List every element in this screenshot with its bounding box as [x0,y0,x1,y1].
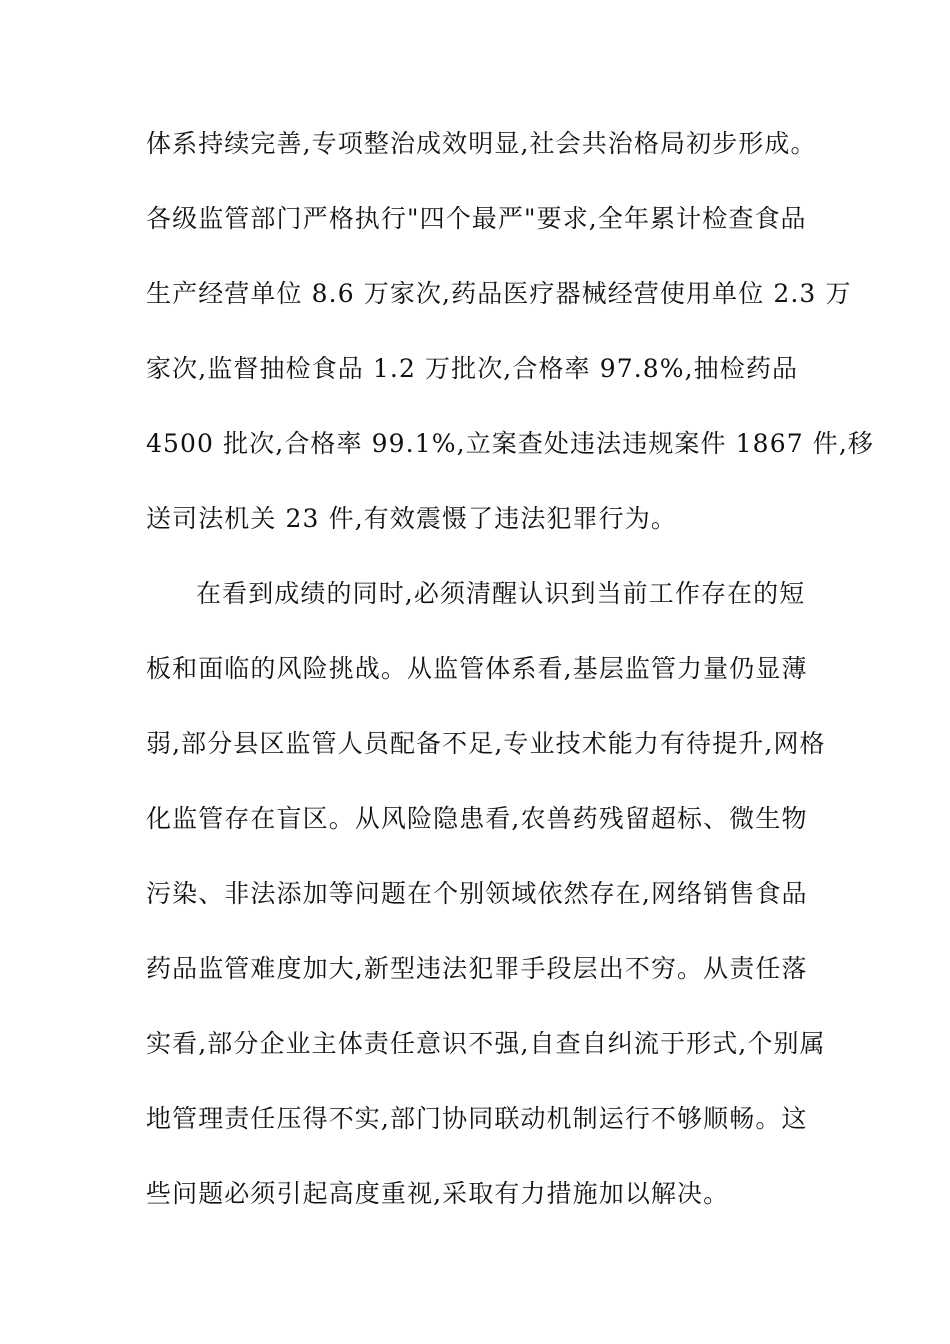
paragraph-line: 送司法机关 23 件,有效震慑了违法犯罪行为。 [146,504,677,533]
paragraph-line: 板和面临的风险挑战。从监管体系看,基层监管力量仍显薄 [146,654,808,683]
paragraph-line: 生产经营单位 8.6 万家次,药品医疗器械经营使用单位 2.3 万 [146,279,852,308]
paragraph-line: 在看到成绩的同时,必须清醒认识到当前工作存在的短 [196,579,806,608]
paragraph-line: 家次,监督抽检食品 1.2 万批次,合格率 97.8%,抽检药品 [146,354,799,383]
paragraph-line: 体系持续完善,专项整治成效明显,社会共治格局初步形成。 [146,129,817,158]
paragraph-line: 地管理责任压得不实,部门协同联动机制运行不够顺畅。这 [146,1104,808,1133]
paragraph-line: 药品监管难度加大,新型违法犯罪手段层出不穷。从责任落 [146,954,808,983]
paragraph-line: 污染、非法添加等问题在个别领域依然存在,网络销售食品 [146,879,808,908]
paragraph-line: 各级监管部门严格执行"四个最严"要求,全年累计检查食品 [146,204,807,233]
paragraph-line: 4500 批次,合格率 99.1%,立案查处违法违规案件 1867 件,移 [146,429,874,458]
paragraph-line: 实看,部分企业主体责任意识不强,自查自纠流于形式,个别属 [146,1029,826,1058]
paragraph-line: 些问题必须引起高度重视,采取有力措施加以解决。 [146,1179,730,1208]
paragraph-line: 弱,部分县区监管人员配备不足,专业技术能力有待提升,网格 [146,729,826,758]
paragraph-line: 化监管存在盲区。从风险隐患看,农兽药残留超标、微生物 [146,804,808,833]
